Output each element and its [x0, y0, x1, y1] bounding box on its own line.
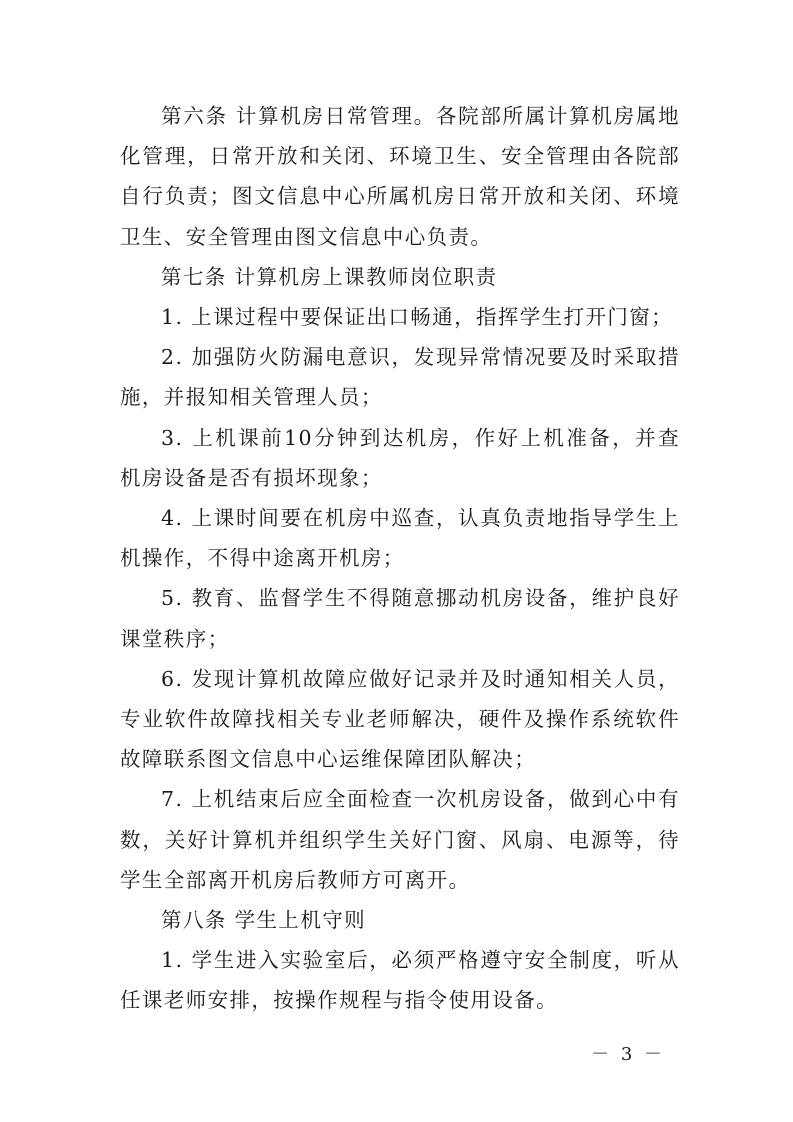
article-6-paragraph: 第六条 计算机房日常管理。各院部所属计算机房属地化管理，日常开放和关闭、环境卫生、安全管理由各院部自行负责；图文信息中心所属机房日常开放和关闭、环境卫生、安全管理由图文信息中心负责。	[120, 104, 680, 249]
article-7-item-5: 5. 教育、监督学生不得随意挪动机房设备，维护良好课堂秩序；	[120, 586, 680, 651]
page-number: － 3 －	[591, 1044, 665, 1065]
article-7-item-3: 3. 上机课前10分钟到达机房，作好上机准备，并查机房设备是否有损坏现象；	[120, 425, 680, 490]
article-8-heading: 第八条 学生上机守则	[161, 908, 367, 933]
article-7-item-1: 1. 上课过程中要保证出口畅通，指挥学生打开门窗；	[161, 305, 674, 330]
document-body	[120, 96, 680, 1021]
article-7-item-6: 6. 发现计算机故障应做好记录并及时通知相关人员，专业软件故障找相关专业老师解决，硬件及操作系统软件故障联系图文信息中心运维保障团队解决；	[120, 666, 680, 772]
article-7-heading: 第七条 计算机房上课教师岗位职责	[161, 264, 498, 289]
article-7-item-7: 7. 上机结束后应全面检查一次机房设备，做到心中有数，关好计算机并组织学生关好门窗、风扇、电源等，待学生全部离开机房后教师方可离开。	[120, 787, 680, 892]
article-7-item-4: 4. 上课时间要在机房中巡查，认真负责地指导学生上机操作，不得中途离开机房；	[120, 506, 680, 571]
article-8-item-1: 1. 学生进入实验室后，必须严格遵守安全制度，听从任课老师安排，按操作规程与指令使用设备。	[120, 948, 680, 1013]
article-7-item-2: 2. 加强防火防漏电意识，发现异常情况要及时采取措施，并报知相关管理人员；	[120, 345, 680, 410]
